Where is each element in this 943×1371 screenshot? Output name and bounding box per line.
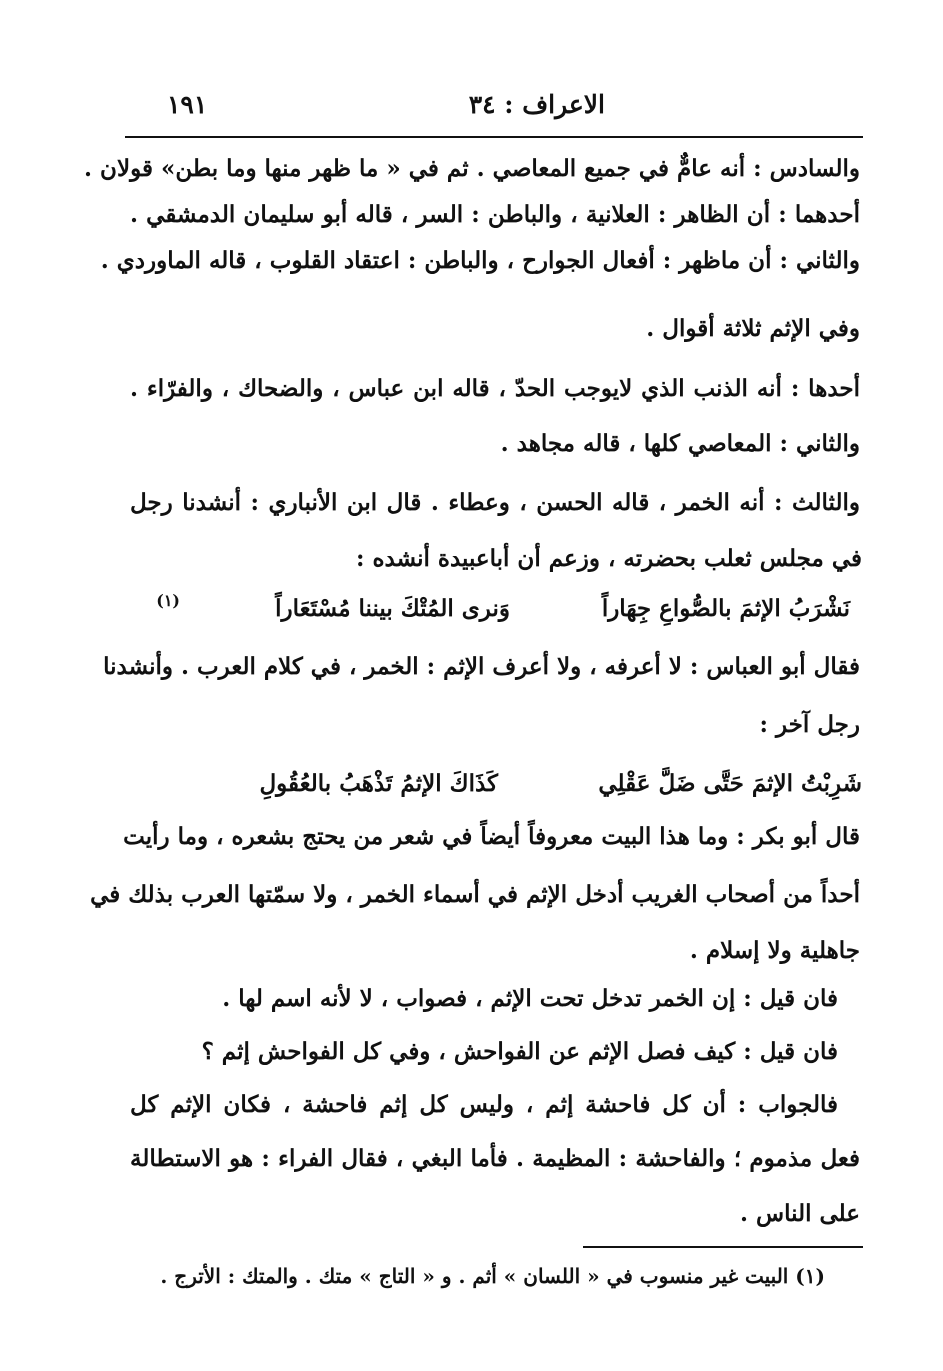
text-line: والسادس : أنه عامٌّ في جميع المعاصي . ثم في « ما ظهر منها وما بطن» قولان .	[84, 155, 860, 182]
text-line: جاهلية ولا إسلام .	[689, 937, 860, 964]
text-line: فان قيل : كيف فصل الإثم عن الفواحش ، وفي كل الفواحش إثم ؟	[201, 1038, 838, 1065]
text-line: والثالث : أنه الخمر ، قاله الحسن ، وعطاء . قال ابن الأنباري : أنشدنا رجل	[130, 489, 860, 516]
text-line: أحداً من أصحاب الغريب أدخل الإثم في أسماء الخمر ، ولا سمّتها العرب بذلك في	[90, 881, 860, 908]
text-line: والثاني : أن ماظهر : أفعال الجوارح ، والباطن : اعتقاد القلوب ، قاله الماوردي .	[100, 247, 860, 274]
footnote-rule	[583, 1246, 863, 1248]
text-line: رجل آخر :	[759, 711, 860, 738]
footnote-marker: (١)	[156, 591, 180, 610]
page-number: ١٩١	[167, 90, 208, 119]
text-line: فالجواب : أن كل فاحشة إثم ، وليس كل إثم فاحشة ، فكان الإثم كل	[130, 1091, 838, 1118]
page-header	[125, 86, 860, 130]
text-line: على الناس .	[740, 1200, 860, 1227]
text-line: وفي الإثم ثلاثة أقوال .	[646, 315, 860, 342]
verse-1-second-hemistich: وَنرى المُتْكَ بيننا مُسْتَعَاراً	[275, 595, 510, 622]
text-line: أحدهما : أن الظاهر : العلانية ، والباطن : السر ، قاله أبو سليمان الدمشقي .	[130, 201, 860, 228]
verse-1-first-hemistich: نَشْرَبُ الإثمَ بالصُّواعِ جِهَاراً	[601, 595, 850, 622]
verse-2-second-hemistich: كَذَاكَ الإثمُ تَذْهَبُ بالعُقُولِ	[259, 770, 498, 797]
verse-2-first-hemistich: شَرِبْتُ الإثمَ حَتَّى ضَلَّ عَقْلِي	[598, 770, 862, 797]
text-line: قال أبو بكر : وما هذا البيت معروفاً أيضاً في شعر من يحتج بشعره ، وما رأيت	[123, 823, 860, 850]
header-rule	[125, 136, 863, 138]
text-line: في مجلس ثعلب بحضرته ، وزعم أن أباعبيدة أنشده :	[355, 545, 862, 572]
text-line: أحدها : أنه الذنب الذي لايوجب الحدّ ، قاله ابن عباس ، والضحاك ، والفرّاء .	[130, 375, 860, 402]
running-title: الاعراف : ٣٤	[468, 90, 605, 119]
text-line: فعل مذموم ؛ والفاحشة : المظيمة . فأما البغي ، فقال الفراء : هو الاستطالة	[130, 1145, 860, 1172]
text-line: والثاني : المعاصي كلها ، قاله مجاهد .	[500, 430, 860, 457]
footnote: (١) البيت غير منسوب في « اللسان » أثم . و « التاج » متك . والمتك : الأترج .	[160, 1264, 825, 1288]
text-line: فان قيل : إن الخمر تدخل تحت الإثم ، فصواب ، لا لأنه اسم لها .	[222, 985, 838, 1012]
text-line: فقال أبو العباس : لا أعرفه ، ولا أعرف الإثم : الخمر ، في كلام العرب . وأنشدنا	[103, 653, 860, 680]
